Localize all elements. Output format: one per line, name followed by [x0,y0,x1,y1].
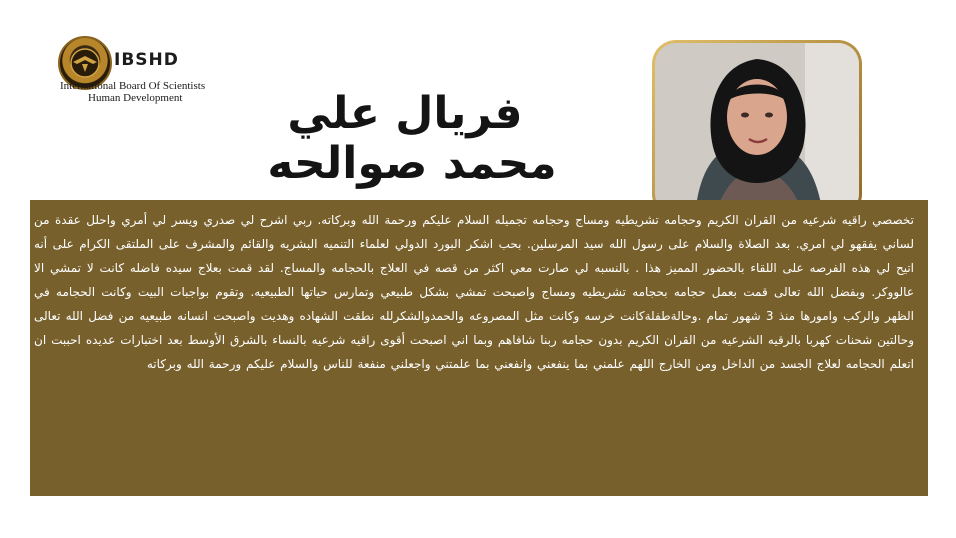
portrait-illustration [655,43,859,215]
biography-text: تخصصي راقيه شرعيه من القران الكريم وحجامه تشريطيه ومساج وحجامه تجميله السلام عليكم ورحمة الله وبركاته. ربي اشرح لي صدري ويسر لي أمري واحلل عقدة من لساني يفقهو لي امري. بعد الصلاة والسلام على رسول الله سيد المرسلين. بحب اشكر البورد الدولي لعلماء التنميه البشريه والقائم والمشرف على الملتقى الكرام على أنه اتيح لي هذه الفرصه على اللقاء بالحضور المميز هذا . بالنسبه لي صارت معي اكثر من قصه في العلاج بالحجامه والمساج. لقد قمت بعلاج سيده فاضله كانت لا تمشي الا عالووكر. وبفضل الله تعالى قمت بعمل حجامه بحجامه تشريطيه ومساج واصبحت تمشي بشكل طبيعي وتمارس حياتها الطبيعيه. وتقوم بواجبات البيت وكانت الحجامه في الظهر والركب وامورها منذ 3 شهور تمام .وحالةطفلةكانت خرسه وكانت مثل المصروعه والحمدوالشكرلله نطقت الشهاده وهديت واصبحت انسانه طبيعيه من فضل الله تعالى وحالتين شحنات كهربا بالرقيه الشرعيه من القران الكريم بدون حجامه ربنا شافاهم وبما اني اصبحت أقوى راقيه شرعيه بالنساء بالشرق الأوسط بعد اختبارات عديده احببت ان اتعلم الحجامه لعلاج الجسد من الداخل ومن الخارج اللهم علمني بما ينفعني وانفعني بما علمتني واجعلني منفعة للناس والسلام عليكم ورحمة الله وبركاته [34,213,915,371]
profile-name-line-2: محمد صوالحه [267,138,557,189]
profile-name-line-1: فريال علي [287,88,523,139]
logo-subtitle-line-2: Human Development [88,92,183,104]
profile-photo-frame [652,40,862,218]
logo-wordmark: IBSHD [114,50,179,70]
portrait-photo-icon [655,43,859,215]
biography-panel [30,200,928,496]
logo-subtitle-line-1: International Board Of Scientists [60,80,206,92]
